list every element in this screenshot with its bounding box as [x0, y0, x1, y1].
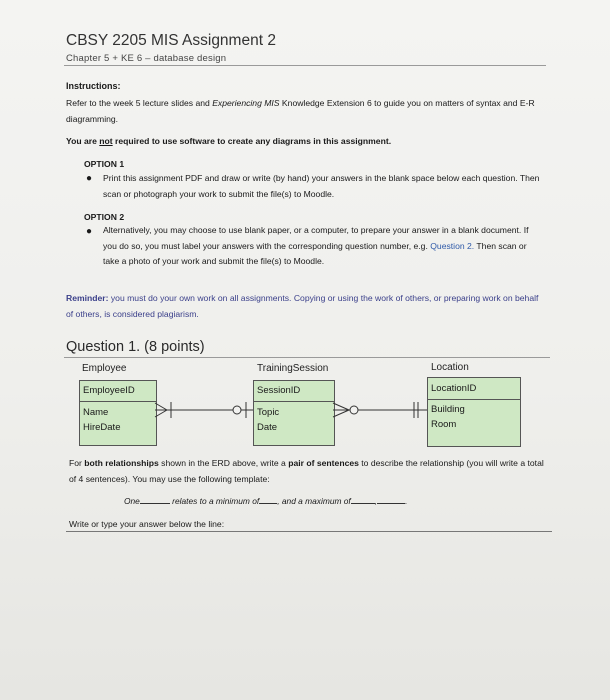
- entity-employee-box: [79, 380, 157, 446]
- instructions-paragraph-2: You are not required to use software to create any diagrams in this assignment.: [66, 136, 392, 146]
- question-divider: [64, 357, 550, 358]
- question-1-instruction: For both relationships shown in the ERD above, write a pair of sentences to describe the relationship (you will write a total of 4 sentences). You may use the following template:: [69, 458, 544, 484]
- answer-line[interactable]: [66, 531, 552, 532]
- entity-employee-attr: Name: [83, 407, 109, 418]
- question-1-title: Question 1. (8 points): [66, 339, 205, 355]
- entity-employee-key: EmployeeID: [83, 385, 135, 396]
- erd-relationship-lines: [150, 395, 440, 425]
- crows-foot-icon: [333, 403, 349, 410]
- document-subtitle: Chapter 5 + KE 6 – database design: [66, 53, 227, 64]
- entity-location-box: [427, 377, 521, 447]
- entity-location-key: LocationID: [431, 383, 477, 394]
- reminder-paragraph: Reminder: you must do your own work on all assignments. Copying or using the work of others, or preparing work on behalf of others, is considered plagiarism.: [66, 293, 539, 319]
- entity-trainingsession-key: SessionID: [257, 385, 301, 396]
- bullet-icon: ●: [86, 226, 93, 237]
- bullet-icon: ●: [86, 173, 93, 184]
- entity-location-title: Location: [431, 362, 469, 373]
- entity-employee-title: Employee: [82, 363, 127, 374]
- option-2-heading: OPTION 2: [84, 212, 125, 222]
- entity-trainingsession-title: TrainingSession: [257, 363, 329, 374]
- option-2-text: Alternatively, you may choose to use blank paper, or a computer, to prepare your answer in a blank document. If you do so, you must label your answers with the corresponding question number, e.g. Question 2. Then scan or take a photo of your work and submit the file(s) to Moodle.: [103, 225, 529, 266]
- document-title: CBSY 2205 MIS Assignment 2: [66, 32, 276, 49]
- crows-foot-icon: [155, 403, 167, 410]
- instructions-paragraph-1: Refer to the week 5 lecture slides and Experiencing MIS Knowledge Extension 6 to guide you on matters of syntax and E-R diagramming.: [66, 98, 535, 124]
- entity-trainingsession-attr: Date: [257, 422, 278, 433]
- entity-employee-attr: HireDate: [83, 422, 121, 433]
- instructions-heading: Instructions:: [66, 81, 121, 91]
- optional-circle-icon: [350, 406, 358, 414]
- entity-location-attr: Building: [431, 404, 465, 415]
- optional-circle-icon: [233, 406, 241, 414]
- question-2-link: Question 2.: [430, 240, 475, 251]
- header-divider: [64, 65, 546, 66]
- option-1-text: Print this assignment PDF and draw or write (by hand) your answers in the blank space below each question. Then scan or photograph your work to submit the file(s) to Moodle.: [103, 173, 540, 199]
- option-1-heading: OPTION 1: [84, 159, 125, 169]
- entity-trainingsession-attr: Topic: [257, 407, 280, 418]
- write-prompt: Write or type your answer below the line:: [69, 519, 225, 529]
- entity-location-attr: Room: [431, 419, 457, 430]
- sentence-template: One relates to a minimum of , and a maximum of , .: [124, 496, 408, 506]
